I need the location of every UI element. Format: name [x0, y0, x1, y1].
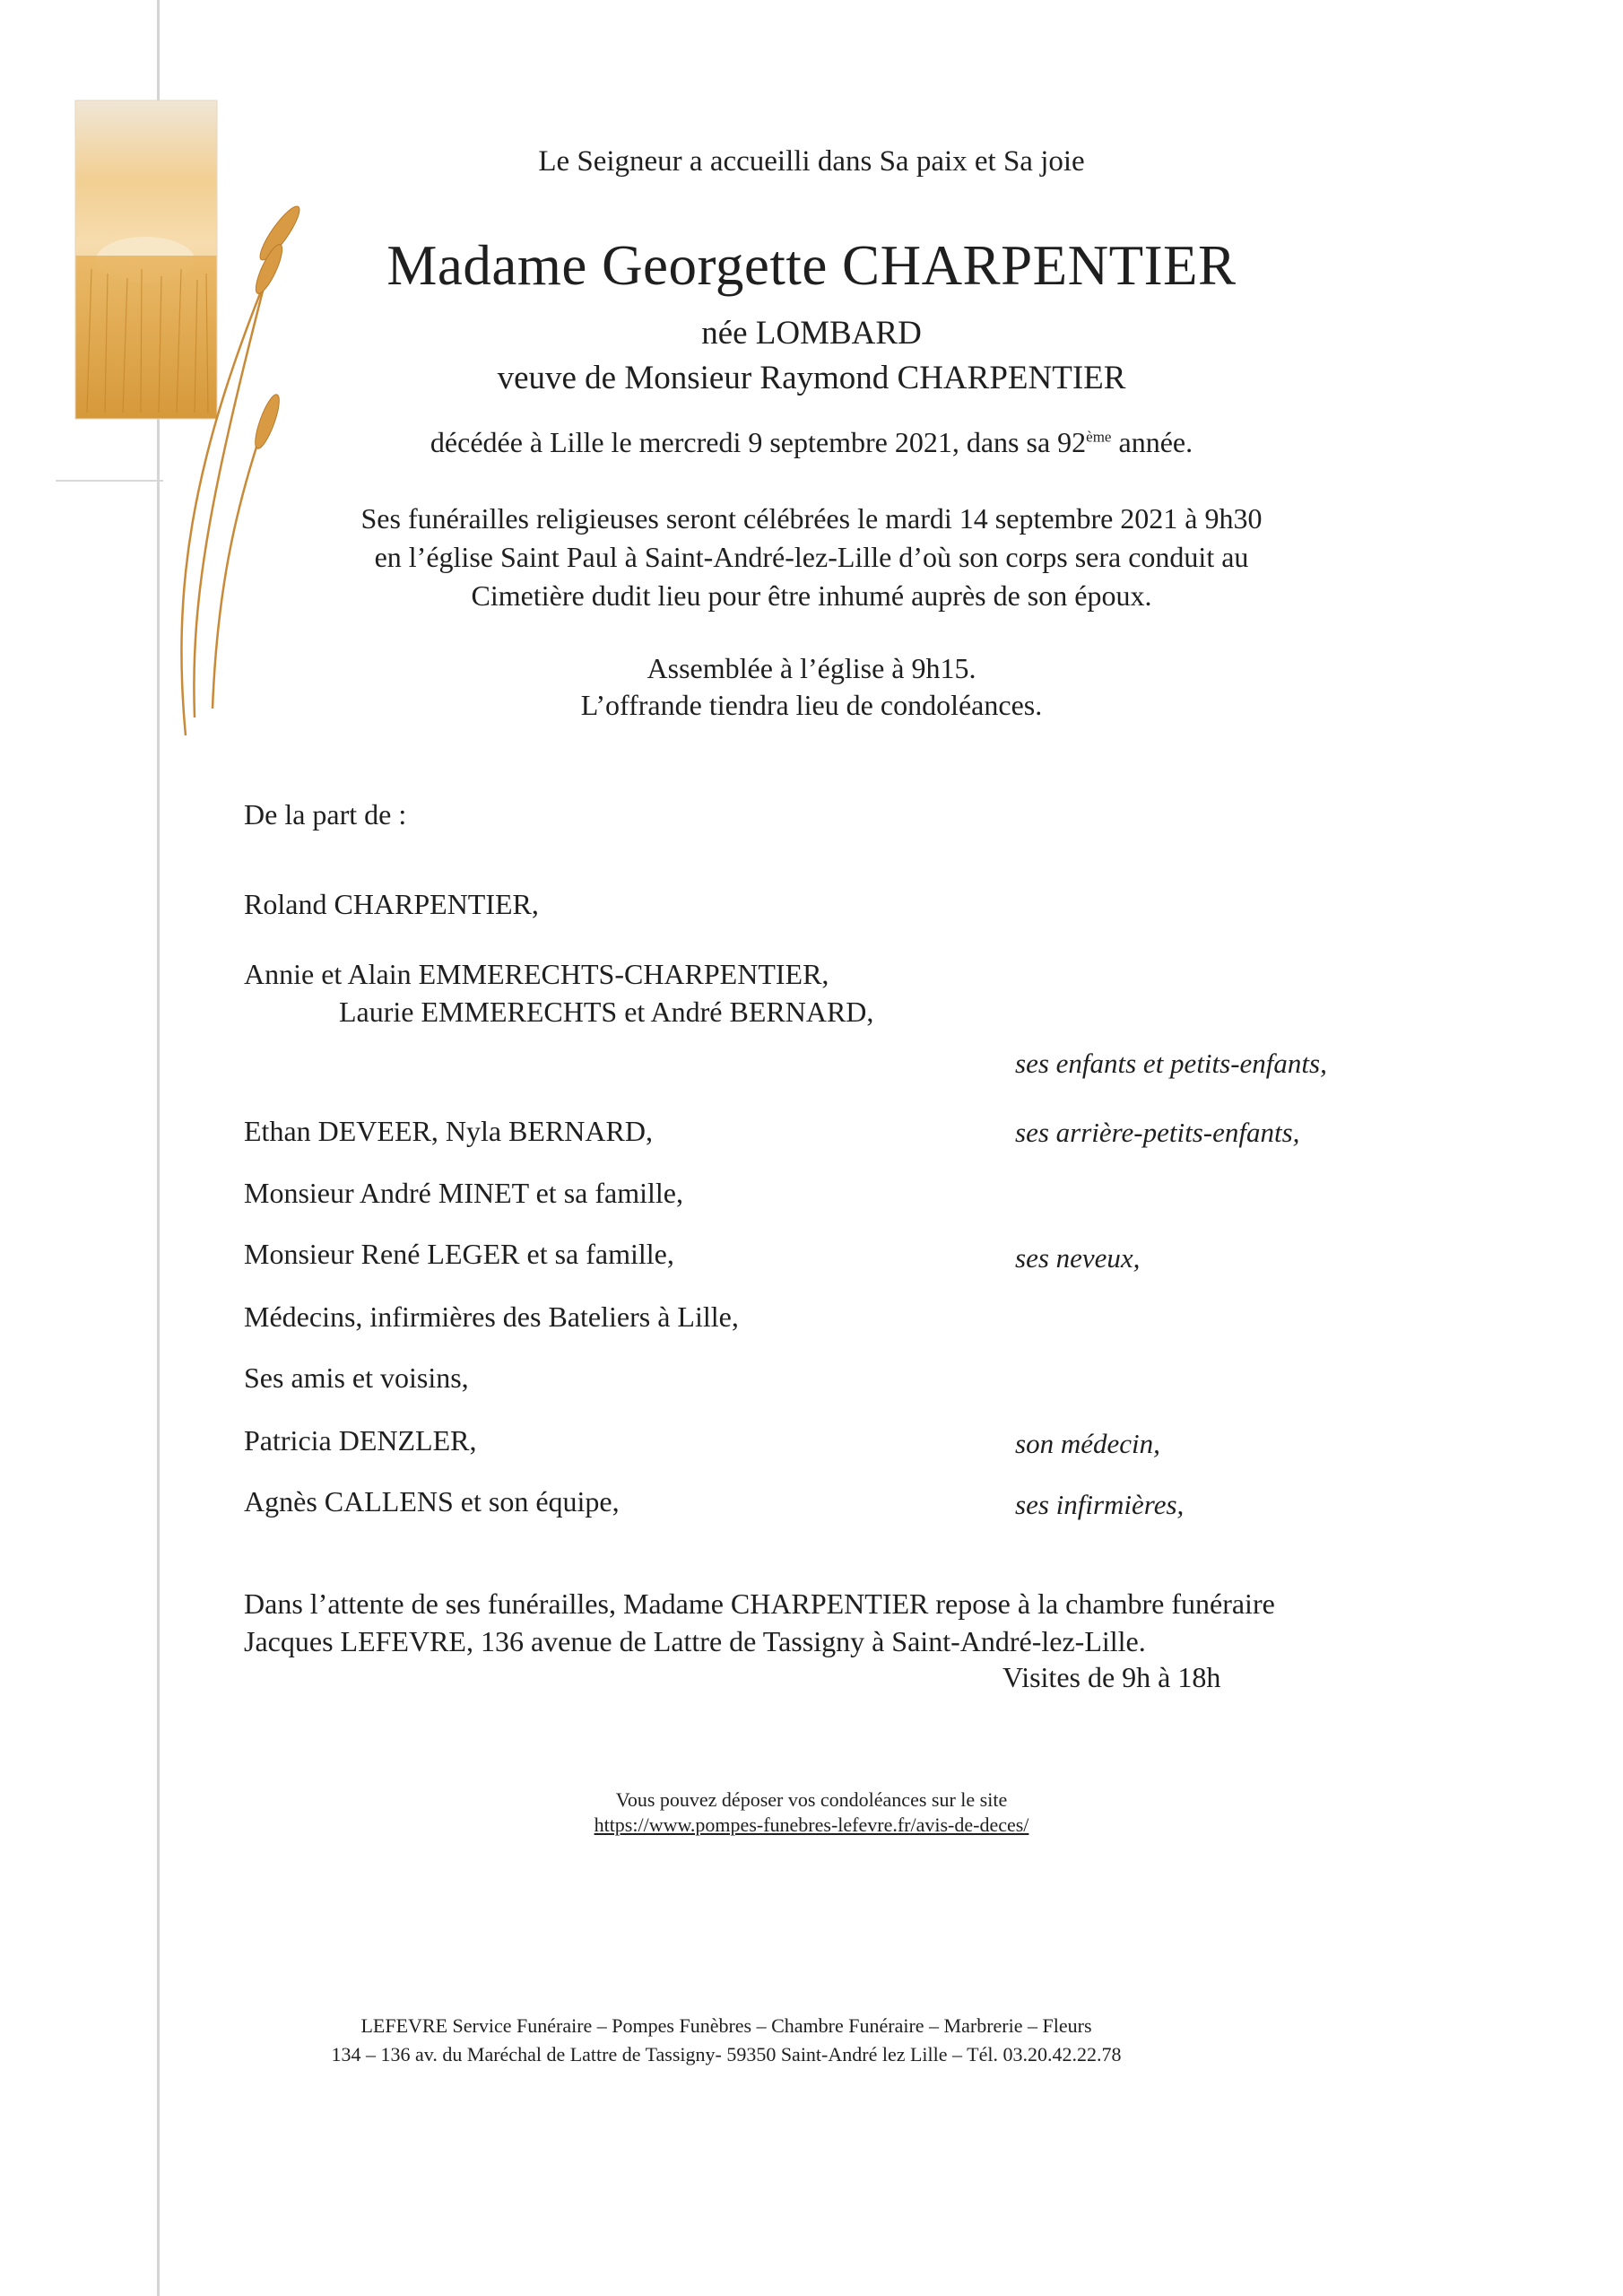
birth-name: née LOMBARD	[701, 315, 922, 352]
family-name: Médecins, infirmières des Bateliers à Lille,	[244, 1300, 739, 1333]
death-line-sup: ème	[1086, 428, 1112, 446]
family-name: Laurie EMMERECHTS et André BERNARD,	[339, 996, 874, 1028]
family-relation: ses neveux,	[1015, 1242, 1141, 1274]
deceased-name: Madame Georgette CHARPENTIER	[386, 234, 1237, 297]
visits-line: Visites de 9h à 18h	[1002, 1661, 1221, 1693]
funeral-line-1: Ses funérailles religieuses seront célébrées le mardi 14 septembre 2021 à 9h30	[360, 502, 1263, 535]
death-line-end: année.	[1111, 426, 1193, 458]
funeral-line-2: en l’église Saint Paul à Saint-André-lez-Lille d’où son corps sera conduit au	[374, 541, 1249, 573]
family-name: Patricia DENZLER,	[244, 1424, 477, 1457]
footer-line-1: LEFEVRE Service Funéraire – Pompes Funèbres – Chambre Funéraire – Marbrerie – Fleurs	[360, 2014, 1092, 2037]
family-name: Roland CHARPENTIER,	[244, 888, 539, 920]
family-name: Ethan DEVEER, Nyla BERNARD,	[244, 1115, 653, 1147]
widow-line: veuve de Monsieur Raymond CHARPENTIER	[497, 360, 1126, 396]
rest-line-2: Jacques LEFEVRE, 136 avenue de Lattre de Tassigny à Saint-André-lez-Lille.	[244, 1625, 1146, 1657]
family-relation: ses infirmières,	[1015, 1489, 1185, 1520]
funeral-line-3: Cimetière dudit lieu pour être inhumé auprès de son époux.	[471, 579, 1152, 612]
wheat-field-illustration	[56, 90, 343, 735]
offering-line: L’offrande tiendra lieu de condoléances.	[580, 689, 1043, 721]
intro-text: Le Seigneur a accueilli dans Sa paix et Sa joie	[538, 145, 1085, 178]
family-name: Monsieur André MINET et sa famille,	[244, 1177, 683, 1209]
death-line-start: décédée à Lille le mercredi 9 septembre 2021, dans sa 92	[430, 426, 1087, 458]
death-line	[0, 426, 1623, 459]
assembly-line: Assemblée à l’église à 9h15.	[647, 652, 976, 684]
condolences-text: Vous pouvez déposer vos condoléances sur le site	[615, 1788, 1008, 1811]
family-intro: De la part de :	[244, 798, 407, 831]
footer-line-2: 134 – 136 av. du Maréchal de Lattre de Tassigny- 59350 Saint-André lez Lille – Tél. 03.20.42.22.78	[331, 2043, 1122, 2066]
family-name: Monsieur René LEGER et sa famille,	[244, 1238, 674, 1270]
family-name: Ses amis et voisins,	[244, 1361, 469, 1394]
family-relation: ses arrière-petits-enfants,	[1015, 1117, 1300, 1148]
family-name: Annie et Alain EMMERECHTS-CHARPENTIER,	[244, 958, 829, 990]
condolences-link[interactable]: https://www.pompes-funebres-lefevre.fr/avis-de-deces/	[594, 1813, 1029, 1836]
rest-line-1: Dans l’attente de ses funérailles, Madame CHARPENTIER repose à la chambre funéraire	[244, 1587, 1275, 1620]
family-relation: ses enfants et petits-enfants,	[1015, 1048, 1327, 1079]
family-relation: son médecin,	[1015, 1428, 1160, 1459]
family-name: Agnès CALLENS et son équipe,	[244, 1485, 620, 1518]
